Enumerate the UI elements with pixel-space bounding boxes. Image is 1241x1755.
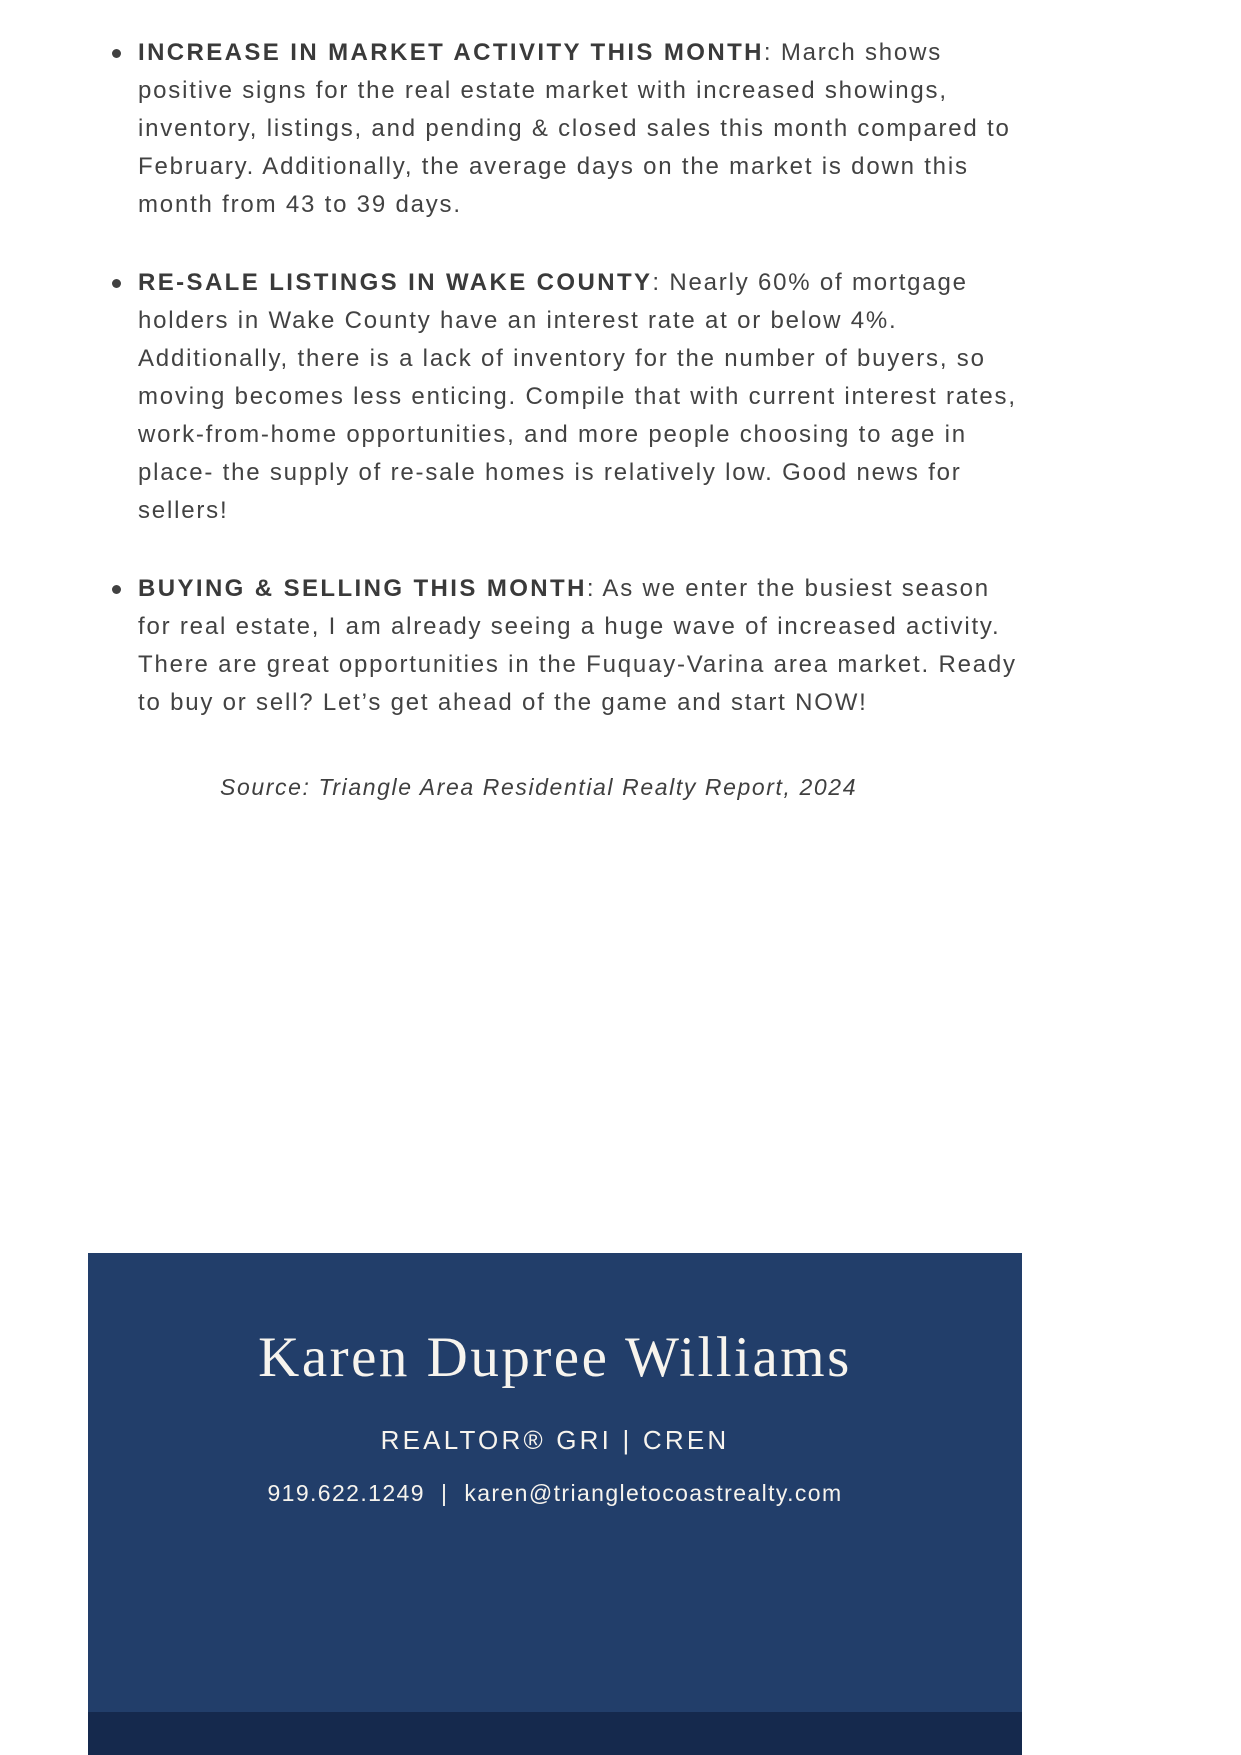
source-citation: Source: Triangle Area Residential Realty Report, 2024 <box>220 774 858 800</box>
agent-credentials: REALTOR® GRI | CREN <box>380 1424 730 1455</box>
agent-email: karen@triangletocoastrealty.com <box>464 1479 843 1506</box>
bullet-marker-icon <box>112 585 121 594</box>
agent-phone: 919.622.1249 <box>267 1479 425 1506</box>
bullet-heading: BUYING & SELLING THIS MONTH <box>138 575 587 602</box>
bullet-marker-icon <box>112 279 121 288</box>
agent-contact <box>267 1480 842 1507</box>
list-item <box>110 570 1023 722</box>
bullet-heading: INCREASE IN MARKET ACTIVITY THIS MONTH <box>138 39 764 66</box>
bullet-body: : As we enter the busiest season for real estate, I am already seeing a huge wave of increased activity. There are great opportunities in the Fuquay-Varina area market. Ready to buy or sell? Let’s get ahead of the game and start NOW! <box>138 575 1017 716</box>
contact-separator: | <box>440 1479 449 1506</box>
bullet-body: : Nearly 60% of mortgage holders in Wake County have an interest rate at or below 4%. Additionally, there is a lack of inventory for the number of buyers, so moving becomes less enticing. Compile that with current interest rates, work-from-home opportunities, and more people choosing to age in place- the supply of re-sale homes is relatively low. Good news for sellers! <box>138 269 1017 524</box>
market-summary-list <box>110 34 1023 722</box>
footer-bottom-strip <box>88 1712 1022 1755</box>
bullet-marker-icon <box>112 49 121 58</box>
list-item <box>110 34 1023 224</box>
list-item <box>110 264 1023 530</box>
market-report-content <box>0 0 1241 801</box>
agent-name: Karen Dupree Williams <box>258 1326 852 1389</box>
agent-footer <box>88 1253 1022 1755</box>
bullet-heading: RE-SALE LISTINGS IN WAKE COUNTY <box>138 269 653 296</box>
bullet-body: : March shows positive signs for the real estate market with increased showings, inventory, listings, and pending & closed sales this month compared to February. Additionally, the average days on the market is down this month from 43 to 39 days. <box>138 39 1011 218</box>
